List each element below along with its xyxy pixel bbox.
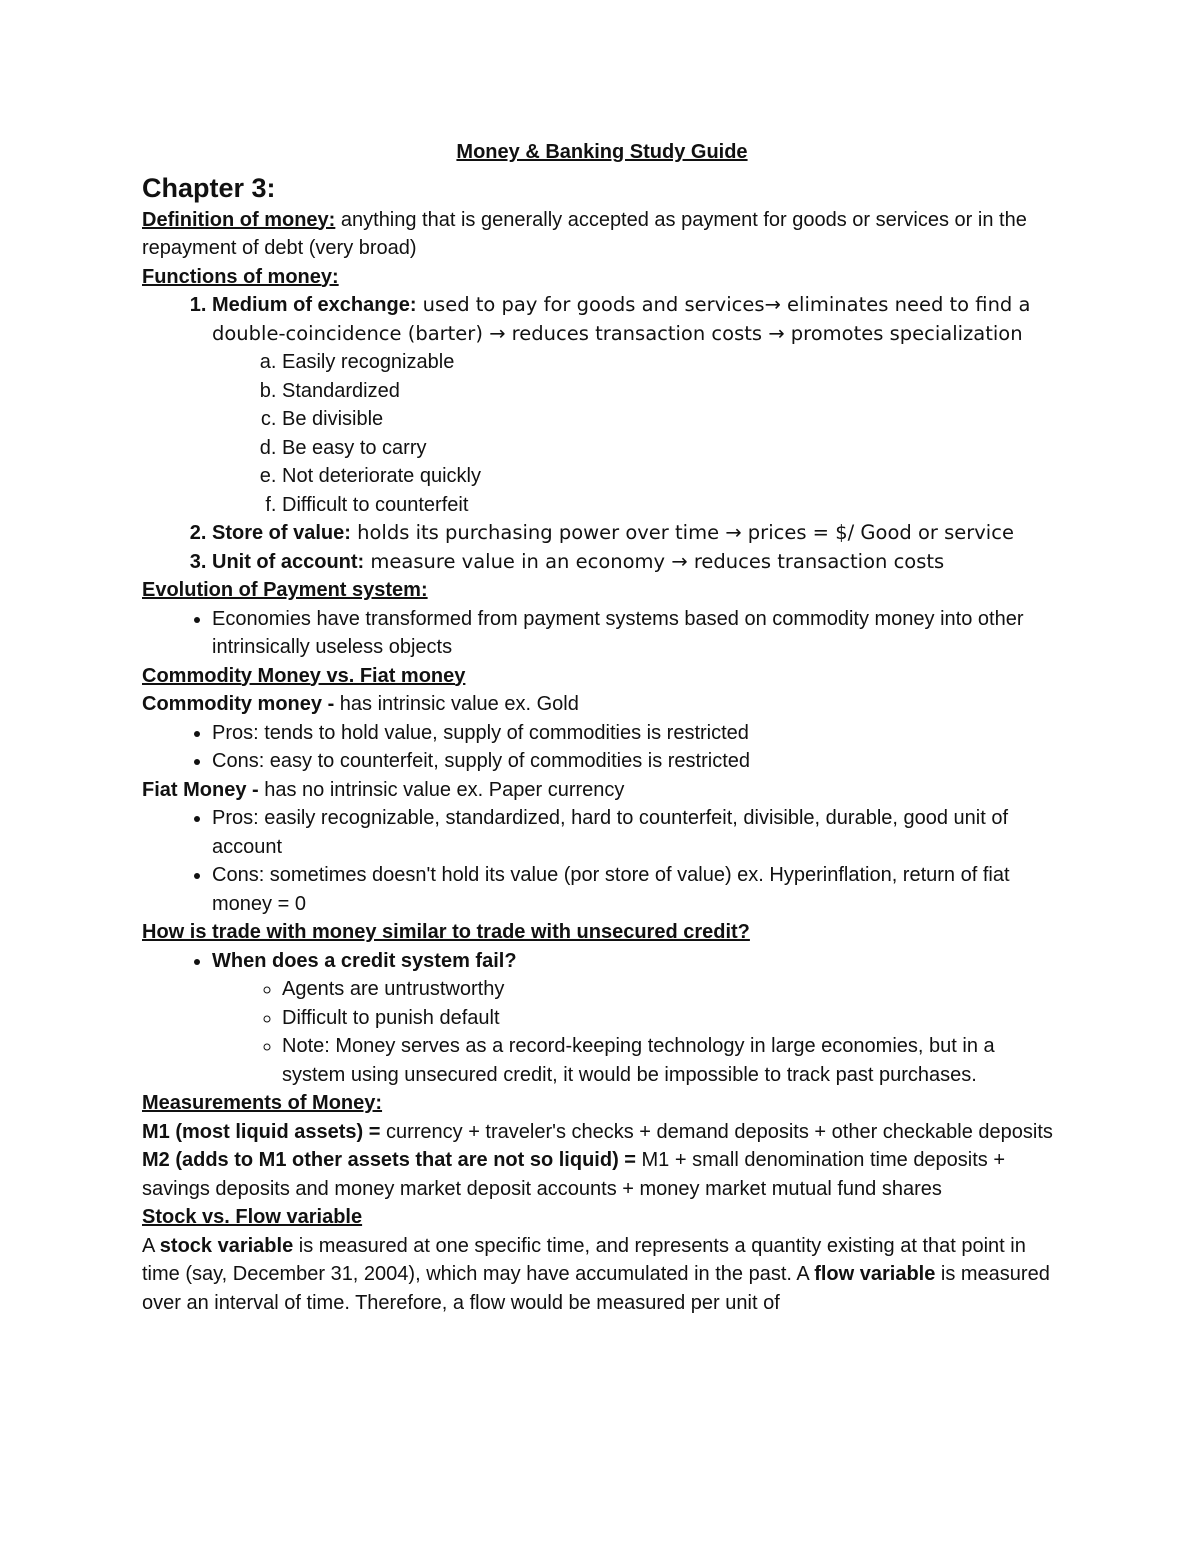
stock-flow-text: A [142,1234,160,1257]
stock-flow-text: is measured over an interval of time. Therefore, a flow would be measured per unit of [142,1263,1050,1314]
list-item: b. Standardized [282,377,1062,406]
list-item: • Cons: easy to counterfeit, supply of commodities is restricted [212,747,1062,776]
m2-paragraph [142,1146,1062,1203]
m2-label: M2 (adds to M1 other assets that are not so liquid) = [142,1149,636,1171]
function-text: holds its purchasing power over time → prices = $/ Good or service [350,521,1014,544]
definition-paragraph [142,206,1062,263]
measurements-heading: Measurements of Money: [142,1092,383,1114]
flow-variable-term: flow variable [814,1263,936,1285]
function-text: used to pay for goods and services→ eliminates need to find a double-coincidence (barter) → reduces transaction costs → promotes specialization [212,293,1031,345]
functions-heading: Functions of money: [142,265,339,288]
m2-text: M1 + small denomination time deposits + savings deposits and money market deposit accounts + money market mutual fund shares [142,1149,1006,1200]
evolution-list [142,605,1062,662]
fiat-money-paragraph [142,776,1062,805]
commodity-money-paragraph [142,690,1062,719]
list-item: • Pros: tends to hold value, supply of commodities is restricted [212,719,1062,748]
function-label: Store of value: [212,522,351,544]
function-text: measure value in an economy → reduces transaction costs [364,549,945,573]
commodity-money-text: has intrinsic value ex. Gold [334,693,579,715]
function-label: Medium of exchange: [212,294,417,316]
list-item: • Economies have transformed from payment systems based on commodity money into other intrinsically useless objects [212,605,1062,662]
list-item: d. Be easy to carry [282,434,1062,463]
stock-flow-paragraph [142,1232,1062,1318]
commodity-list [142,719,1062,776]
credit-heading: How is trade with money similar to trade with unsecured credit? [142,921,750,943]
list-item: • Cons: sometimes doesn't hold its value (por store of value) ex. Hyperinflation, return of fiat money = 0 [212,861,1062,918]
list-item [212,947,1062,1090]
definition-text: anything that is generally accepted as payment for goods or services or in the repayment of debt (very broad) [142,208,1027,259]
medium-properties-list [212,348,1062,519]
document-page [142,138,1062,1317]
evolution-heading: Evolution of Payment system: [142,579,428,601]
functions-list [142,291,1062,576]
commodity-money-label: Commodity money - [142,693,335,715]
fiat-money-text: has no intrinsic value ex. Paper currency [258,778,625,801]
stock-variable-term: stock variable [159,1234,294,1257]
function-label: Unit of account: [212,550,365,573]
commodity-fiat-heading: Commodity Money vs. Fiat money [142,664,466,687]
function-item [212,291,1062,519]
list-item: ◦ Difficult to punish default [282,1004,1062,1033]
definition-label: Definition of money: [142,208,336,231]
list-item: a. Easily recognizable [282,348,1062,377]
credit-list [142,947,1062,1090]
list-item: f. Difficult to counterfeit [282,491,1062,520]
credit-sublist [212,975,1062,1089]
document-title: Money & Banking Study Guide [456,141,748,163]
m1-text: currency + traveler's checks + demand deposits + other checkable deposits [380,1120,1053,1143]
m1-paragraph [142,1118,1062,1147]
list-item: c. Be divisible [282,405,1062,434]
list-item: e. Not deteriorate quickly [282,462,1062,491]
fiat-list [142,804,1062,918]
function-item [212,548,1062,577]
function-item [212,519,1062,548]
list-item: ◦ Agents are untrustworthy [282,975,1062,1004]
list-item: ◦ Note: Money serves as a record-keeping technology in large economies, but in a system using unsecured credit, it would be impossible to track past purchases. [282,1032,1062,1089]
credit-question: When does a credit system fail? [212,949,517,972]
stock-flow-text: is measured at one specific time, and represents a quantity existing at that point in time (say, December 31, 2004), which may have accumulated in the past. A [142,1234,1026,1285]
chapter-heading: Chapter 3: [142,172,276,203]
fiat-money-label: Fiat Money - [142,778,259,801]
m1-label: M1 (most liquid assets) = [142,1120,381,1143]
list-item: • Pros: easily recognizable, standardized, hard to counterfeit, divisible, durable, good unit of account [212,804,1062,861]
stock-flow-heading: Stock vs. Flow variable [142,1206,363,1228]
